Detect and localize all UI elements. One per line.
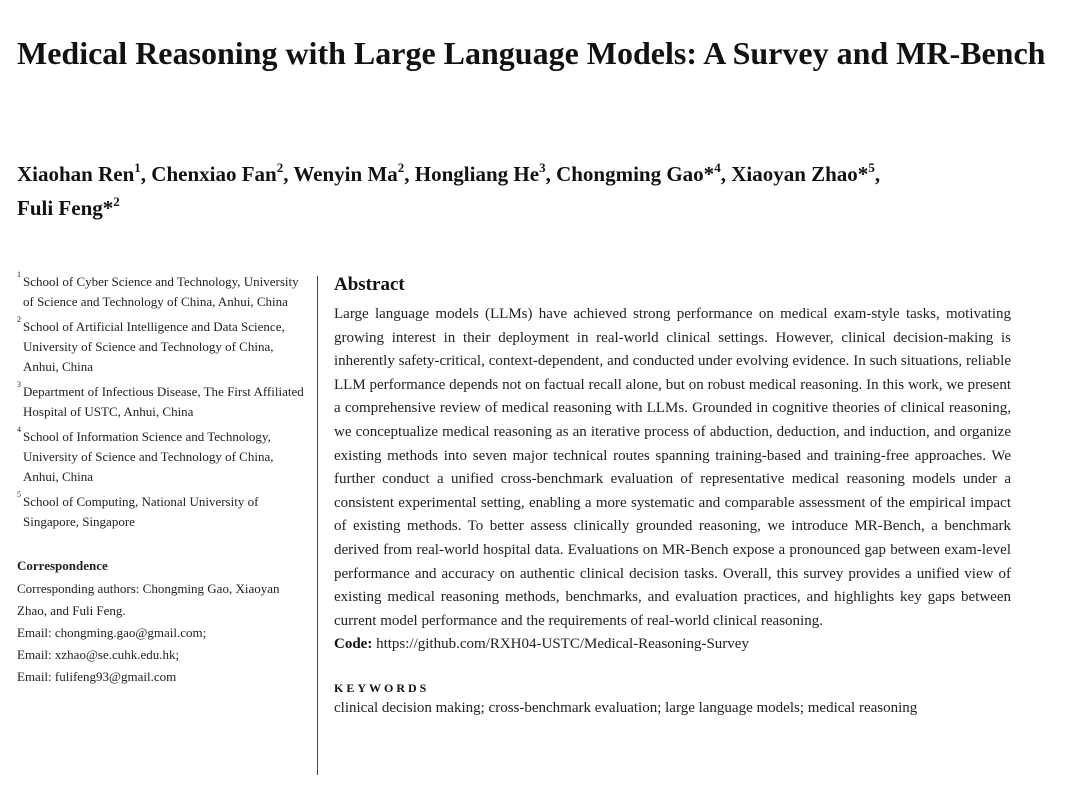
code-line: [334, 633, 1011, 657]
author-name: Xiaoyan Zhao*: [731, 162, 869, 186]
author-4: [556, 162, 721, 186]
email-line[interactable]: Email: chongming.gao@gmail.com;: [17, 625, 207, 640]
affiliation-number: 3: [17, 380, 21, 389]
code-link[interactable]: https://github.com/RXH04-USTC/Medical-Reasoning-Survey: [376, 636, 749, 653]
affiliation-1: [17, 272, 309, 312]
affiliation-number: 5: [17, 490, 21, 499]
author-2: [293, 162, 404, 186]
keywords-section: [334, 679, 1011, 719]
affiliation-3: [17, 382, 309, 422]
author-affiliation-sup: 2: [113, 194, 120, 209]
affiliation-5: [17, 492, 309, 532]
author-0: [17, 162, 141, 186]
email-line[interactable]: Email: fulifeng93@gmail.com: [17, 669, 177, 684]
affiliation-text: School of Information Science and Technology, University of Science and Technology of China, Anhui, China: [23, 429, 274, 484]
affiliation-text: Department of Infectious Disease, The First Affiliated Hospital of USTC, Anhui, China: [23, 384, 304, 419]
author-name: Fuli Feng*: [17, 196, 114, 220]
abstract-section: [334, 271, 1011, 719]
author-name: Hongliang He: [414, 162, 540, 186]
author-name: Chongming Gao*: [556, 162, 715, 186]
abstract-heading: Abstract: [334, 274, 405, 295]
author-affiliation-sup: 3: [539, 160, 546, 175]
author-3: [415, 162, 546, 186]
correspondence-block: [17, 556, 309, 688]
author-list: Xiaohan Ren$^1$, Chenxiao Fan$^2$, Wenyin Ma$^2$, Hongliang He$^3$, Chongming Gao*$^4$, Xiaoyan Zhao*$^5$, Fuli Feng*$^2$: [17, 160, 881, 220]
abstract-text: Large language models (LLMs) have achieved strong performance on medical exam-style tasks, motivating growing interest in their deployment in real-world clinical settings. However, clinical decision-making is inherently safety-critical, context-dependent, and conducted under evolving evidence. In such situations, reliable LLM performance depends not on factual recall alone, but on robust medical reasoning. In this work, we present a comprehensive review of medical reasoning with LLMs. Grounded in cognitive theories of clinical reasoning, we conceptualize medical reasoning as an iterative process of abduction, deduction, and induction, and organize existing methods into seven major technical routes spanning training-based and training-free approaches. We further conduct a unified cross-benchmark evaluation of representative medical reasoning models under a consistent experimental setting, enabling a more systematic and comparable assessment of the empirical impact of existing methods. To better assess clinically grounded reasoning, we introduce MR-Bench, a benchmark derived from real-world hospital data. Evaluations on MR-Bench expose a pronounced gap between exam-level performance and accuracy on authentic clinical decision tasks. Overall, this survey provides a unified view of existing medical reasoning methods, benchmarks, and evaluation practices, and highlights key gaps between current model performance and the requirements of real-world clinical reasoning.: [334, 306, 1011, 629]
author-5: [731, 162, 875, 186]
affiliation-2: [17, 317, 309, 377]
author-name: Wenyin Ma: [293, 162, 398, 186]
author-name: Chenxiao Fan: [151, 162, 277, 186]
author-affiliation-sup: 1: [134, 160, 141, 175]
code-label: Code:: [334, 636, 373, 653]
affiliations-column: [17, 272, 309, 688]
email-line[interactable]: Email: xzhao@se.cuhk.edu.hk;: [17, 647, 180, 662]
affiliation-number: 2: [17, 315, 21, 324]
author-affiliation-sup: 2: [397, 160, 405, 175]
keywords-heading: KEYWORDS: [334, 680, 430, 695]
affiliation-text: School of Artificial Intelligence and Data Science, University of Science and Technology of China, Anhui, China: [23, 319, 285, 374]
affiliation-text: School of Cyber Science and Technology, University of Science and Technology of China, Anhui, China: [23, 274, 299, 309]
correspondence-text: Corresponding authors: Chongming Gao, Xiaoyan Zhao, and Fuli Feng.: [17, 581, 280, 618]
author-affiliation-sup: 2: [276, 160, 284, 175]
affiliation-4: [17, 427, 309, 487]
affiliation-text: School of Computing, National University of Singapore, Singapore: [23, 494, 259, 529]
affiliation-number: 4: [17, 425, 21, 434]
affiliation-number: 1: [17, 270, 21, 279]
keywords-text: clinical decision making; cross-benchmark evaluation; large language models; medical reasoning: [334, 699, 918, 716]
paper-title: Medical Reasoning with Large Language Models: A Survey and MR-Bench: [17, 35, 1046, 71]
author-affiliation-sup: 4: [714, 160, 721, 175]
author-1: [151, 162, 283, 186]
author-name: Xiaohan Ren: [17, 162, 135, 186]
column-divider: [317, 276, 318, 775]
author-affiliation-sup: 5: [868, 160, 875, 175]
author-6: [17, 196, 120, 220]
correspondence-heading: Correspondence: [17, 558, 108, 573]
